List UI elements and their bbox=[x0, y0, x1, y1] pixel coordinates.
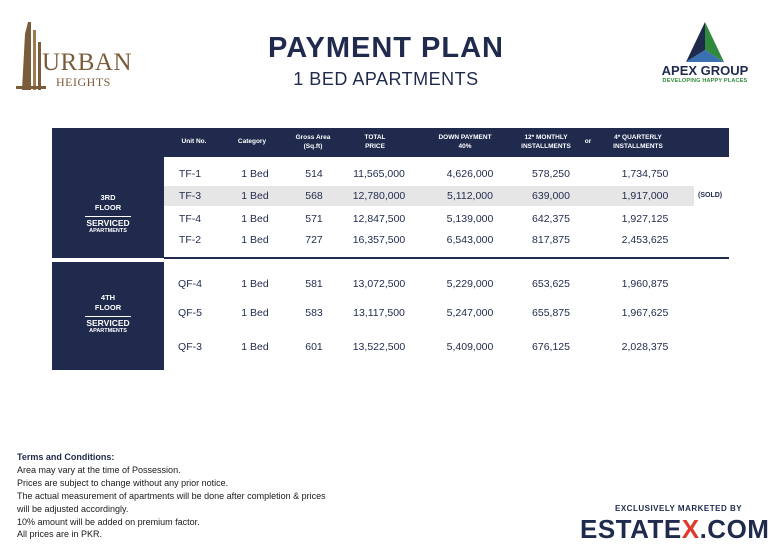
apartments-label: APARTMENTS bbox=[89, 227, 127, 234]
cell-quarterly: 1,734,750 bbox=[621, 168, 669, 180]
terms-line: Prices are subject to change without any prior notice. bbox=[17, 477, 229, 488]
apex-group-tagline: DEVELOPING HAPPY PLACES bbox=[662, 78, 748, 85]
terms-line: The actual measurement of apartments will be done after completion & prices bbox=[17, 490, 326, 501]
cell-category: 1 Bed bbox=[241, 341, 269, 353]
cell-area: 601 bbox=[305, 341, 323, 353]
serviced-label: SERVICED bbox=[86, 217, 130, 228]
cell-category: 1 Bed bbox=[241, 168, 269, 180]
apartments-label: APARTMENTS bbox=[89, 327, 127, 334]
floor-label: FLOOR bbox=[94, 302, 122, 312]
page-subtitle: 1 BED APARTMENTS bbox=[293, 69, 479, 89]
cell-unit: TF-4 bbox=[178, 213, 202, 225]
sold-badge: (SOLD) bbox=[698, 192, 723, 199]
floor-block-4th bbox=[52, 262, 164, 370]
table-row bbox=[164, 230, 694, 250]
estatex-brand-b: .COM bbox=[699, 514, 770, 544]
cell-monthly: 655,875 bbox=[532, 307, 570, 319]
cell-area: 514 bbox=[305, 168, 323, 180]
cell-monthly: 653,625 bbox=[532, 278, 570, 290]
header-gross-area: Gross Area (Sq.ft) bbox=[295, 134, 331, 150]
cell-category: 1 Bed bbox=[241, 190, 269, 202]
cell-quarterly: 1,967,625 bbox=[621, 307, 669, 319]
cell-quarterly: 2,028,375 bbox=[621, 341, 669, 353]
header-quarterly-installments: 4* QUARTERLY INSTALLMENTS bbox=[613, 134, 663, 150]
table-row bbox=[164, 209, 694, 229]
marketed-by-label: EXCLUSIVELY MARKETED BY bbox=[615, 504, 743, 513]
header-unit: Unit No. bbox=[181, 138, 207, 146]
cell-category: 1 Bed bbox=[241, 278, 269, 290]
cell-monthly: 578,250 bbox=[532, 168, 570, 180]
cell-area: 583 bbox=[305, 307, 323, 319]
cell-unit: TF-2 bbox=[178, 234, 202, 246]
floor-block-3rd bbox=[52, 157, 164, 258]
cell-category: 1 Bed bbox=[241, 213, 269, 225]
cell-monthly: 639,000 bbox=[532, 190, 570, 202]
floor-label: FLOOR bbox=[94, 202, 122, 212]
cell-quarterly: 2,453,625 bbox=[621, 234, 669, 246]
logo-heights-text: HEIGHTS bbox=[56, 75, 111, 89]
cell-price: 11,565,000 bbox=[353, 168, 405, 180]
cell-down: 5,247,000 bbox=[446, 307, 494, 319]
cell-area: 727 bbox=[305, 234, 323, 246]
cell-price: 13,522,500 bbox=[352, 341, 406, 353]
cell-unit: QF-5 bbox=[178, 307, 202, 319]
cell-category: 1 Bed bbox=[241, 307, 269, 319]
table-row bbox=[164, 274, 694, 294]
header-category: Category bbox=[237, 138, 267, 146]
cell-monthly: 642,375 bbox=[532, 213, 570, 225]
cell-price: 13,117,500 bbox=[353, 307, 405, 319]
cell-down: 5,139,000 bbox=[446, 213, 494, 225]
logo-urban-text: URBAN bbox=[42, 49, 133, 76]
page-title: PAYMENT PLAN bbox=[268, 32, 504, 64]
header-down-payment: DOWN PAYMENT 40% bbox=[438, 134, 492, 150]
cell-down: 4,626,000 bbox=[446, 168, 494, 180]
cell-quarterly: 1,960,875 bbox=[621, 278, 669, 290]
terms-line: 10% amount will be added on premium factor. bbox=[17, 516, 200, 527]
header-or: or bbox=[584, 138, 592, 146]
cell-category: 1 Bed bbox=[241, 234, 269, 246]
cell-quarterly: 1,917,000 bbox=[621, 190, 669, 202]
cell-down: 5,409,000 bbox=[446, 341, 494, 353]
floor-label: 4TH bbox=[100, 293, 116, 302]
cell-area: 581 bbox=[305, 278, 323, 290]
terms-line: will be adjusted accordingly. bbox=[17, 503, 129, 514]
table-row bbox=[164, 337, 694, 357]
table-row bbox=[164, 186, 694, 206]
cell-price: 16,357,500 bbox=[352, 234, 406, 246]
cell-unit: QF-4 bbox=[178, 278, 202, 290]
floor-divider bbox=[85, 316, 131, 317]
cell-down: 6,543,000 bbox=[446, 234, 494, 246]
cell-unit: TF-3 bbox=[178, 190, 202, 202]
cell-down: 5,112,000 bbox=[447, 190, 493, 202]
table-row bbox=[164, 303, 694, 323]
cell-unit: TF-1 bbox=[178, 168, 202, 180]
table-row bbox=[164, 164, 694, 184]
terms-line: Area may vary at the time of Possession. bbox=[17, 464, 181, 475]
cell-monthly: 817,875 bbox=[532, 234, 570, 246]
estatex-brand-a: ESTATE bbox=[580, 514, 682, 544]
header-monthly-installments: 12* MONTHLY INSTALLMENTS bbox=[521, 134, 571, 150]
cell-price: 12,847,500 bbox=[352, 213, 406, 225]
cell-monthly: 676,125 bbox=[532, 341, 570, 353]
table-header bbox=[52, 128, 729, 157]
cell-unit: QF-3 bbox=[178, 341, 202, 353]
cell-down: 5,229,000 bbox=[446, 278, 494, 290]
terms-line: All prices are in PKR. bbox=[17, 529, 103, 540]
floor-label: 3RD bbox=[100, 193, 116, 202]
cell-quarterly: 1,927,125 bbox=[621, 213, 669, 225]
cell-area: 568 bbox=[305, 190, 323, 202]
cell-price: 13,072,500 bbox=[352, 278, 406, 290]
serviced-label: SERVICED bbox=[86, 317, 130, 328]
floor-divider bbox=[85, 216, 131, 217]
apex-group-name: APEX GROUP bbox=[661, 63, 749, 78]
cell-price: 12,780,000 bbox=[352, 190, 406, 202]
estatex-brand-x: X bbox=[681, 514, 700, 544]
header-total-price: TOTAL PRICE bbox=[364, 134, 386, 150]
estatex-logo bbox=[580, 514, 769, 544]
terms-title: Terms and Conditions: bbox=[17, 452, 115, 462]
floor-separator bbox=[164, 257, 729, 259]
terms-and-conditions bbox=[17, 451, 437, 541]
cell-area: 571 bbox=[305, 213, 323, 225]
